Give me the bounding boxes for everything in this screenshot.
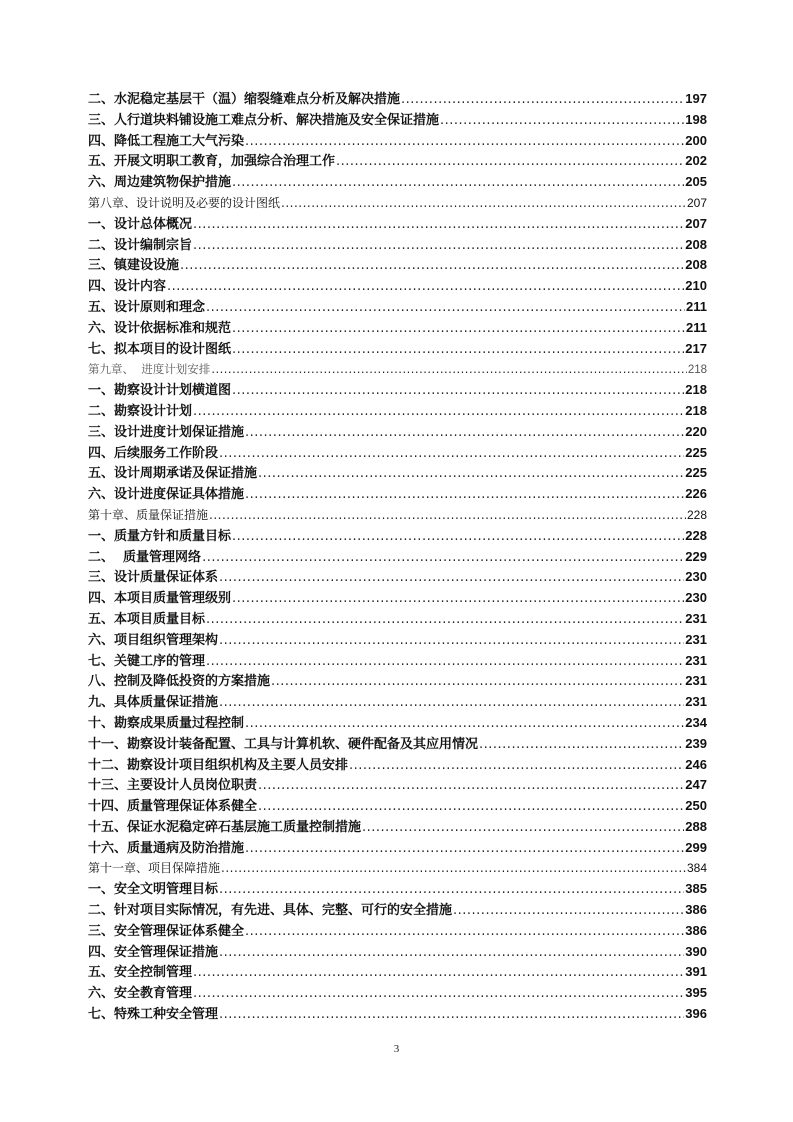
toc-dot-leader xyxy=(209,505,686,526)
toc-entry-page: 230 xyxy=(685,569,707,585)
toc-entry-title: 六、设计进度保证具体措施 xyxy=(88,487,245,503)
toc-entry-page: 211 xyxy=(686,298,707,314)
toc-entry-page: 231 xyxy=(685,694,707,710)
toc-entry-page: 299 xyxy=(685,839,707,855)
toc-entry[interactable] xyxy=(88,609,707,630)
toc-entry[interactable] xyxy=(88,297,707,318)
toc-entry[interactable] xyxy=(88,526,707,547)
toc-entry-page: 386 xyxy=(685,902,707,918)
toc-entry[interactable] xyxy=(88,962,707,983)
toc-entry-title: 七、特殊工种安全管理 xyxy=(88,1007,219,1023)
toc-entry-title: 三、设计质量保证体系 xyxy=(88,570,219,586)
toc-entry-title: 六、安全教育管理 xyxy=(88,986,193,1002)
toc-entry[interactable] xyxy=(88,838,707,859)
toc-entry[interactable] xyxy=(88,817,707,838)
toc-dot-leader xyxy=(193,236,684,256)
toc-entry[interactable] xyxy=(88,755,707,776)
toc-dot-leader xyxy=(219,880,684,900)
toc-entry[interactable] xyxy=(88,879,707,900)
toc-entry[interactable] xyxy=(88,671,707,692)
toc-entry-page: 208 xyxy=(685,257,707,273)
toc-dot-leader xyxy=(271,672,684,692)
toc-dot-leader xyxy=(245,922,684,942)
toc-dot-leader xyxy=(219,568,684,588)
toc-entry-page: 230 xyxy=(685,590,707,606)
toc-dot-leader xyxy=(206,298,685,318)
toc-entry-page: 211 xyxy=(686,319,707,335)
toc-entry-title: 五、设计原则和理念 xyxy=(88,299,206,315)
toc-entry[interactable] xyxy=(88,110,707,131)
toc-entry[interactable] xyxy=(88,463,707,484)
toc-entry-title: 三、安全管理保证体系健全 xyxy=(88,923,245,939)
toc-dot-leader xyxy=(193,215,684,235)
toc-entry[interactable] xyxy=(88,89,707,110)
toc-dot-leader xyxy=(362,818,684,838)
toc-entry-page: 231 xyxy=(685,673,707,689)
toc-entry[interactable] xyxy=(88,900,707,921)
toc-entry[interactable] xyxy=(88,796,707,817)
toc-entry-page: 396 xyxy=(685,1006,707,1022)
toc-dot-leader xyxy=(221,858,686,879)
toc-entry-title: 八、控制及降低投资的方案措施 xyxy=(88,674,271,690)
toc-entry-page: 217 xyxy=(685,340,707,356)
toc-dot-leader xyxy=(219,631,684,651)
toc-entry-title: 一、设计总体概况 xyxy=(88,216,193,232)
toc-dot-leader xyxy=(232,340,684,360)
toc-chapter-entry[interactable] xyxy=(88,858,707,879)
toc-entry[interactable] xyxy=(88,692,707,713)
toc-entry-page: 198 xyxy=(685,111,707,127)
toc-entry[interactable] xyxy=(88,214,707,235)
toc-entry-page: 384 xyxy=(686,861,707,876)
toc-entry-title: 六、项目组织管理架构 xyxy=(88,632,219,648)
toc-entry[interactable] xyxy=(88,401,707,422)
toc-entry-title: 第八章、设计说明及必要的设计图纸 xyxy=(88,195,281,210)
toc-entry-page: 197 xyxy=(685,91,707,106)
toc-entry[interactable] xyxy=(88,422,707,443)
toc-entry-page: 210 xyxy=(685,278,707,294)
toc-dot-leader xyxy=(219,1005,684,1025)
toc-entry-title: 六、设计依据标准和规范 xyxy=(88,320,232,336)
toc-entry-title: 十三、主要设计人员岗位职责 xyxy=(88,778,258,794)
toc-entry[interactable] xyxy=(88,983,707,1004)
toc-dot-leader xyxy=(232,527,684,547)
toc-entry-title: 四、后续服务工作阶段 xyxy=(88,445,219,461)
toc-entry-page: 231 xyxy=(685,631,707,647)
toc-entry-page: 226 xyxy=(685,486,707,502)
toc-entry-page: 225 xyxy=(685,465,707,481)
toc-dot-leader xyxy=(258,797,684,817)
toc-entry[interactable] xyxy=(88,547,707,568)
toc-entry[interactable] xyxy=(88,713,707,734)
toc-entry-page: 228 xyxy=(685,527,707,543)
toc-entry[interactable] xyxy=(88,151,707,172)
toc-entry-title: 十四、质量管理保证体系健全 xyxy=(88,799,258,815)
toc-dot-leader xyxy=(232,589,684,609)
toc-entry-title: 五、开展文明职工教育，加强综合治理工作 xyxy=(88,154,336,170)
toc-entry-page: 247 xyxy=(685,777,707,793)
toc-dot-leader xyxy=(232,173,684,193)
toc-entry-page: 229 xyxy=(685,548,707,564)
table-of-contents xyxy=(88,89,707,1025)
toc-entry-title: 一、勘察设计计划横道图 xyxy=(88,383,232,399)
toc-dot-leader xyxy=(281,193,686,214)
toc-entry[interactable] xyxy=(88,484,707,505)
toc-dot-leader xyxy=(245,485,684,505)
toc-entry-page: 200 xyxy=(685,132,707,148)
toc-entry-page: 218 xyxy=(685,402,707,418)
toc-dot-leader xyxy=(349,756,684,776)
toc-dot-leader xyxy=(245,714,684,734)
toc-dot-leader xyxy=(180,256,684,276)
toc-entry-page: 207 xyxy=(685,215,707,231)
toc-entry-page: 288 xyxy=(685,818,707,834)
toc-entry-title: 七、拟本项目的设计图纸 xyxy=(88,341,232,357)
toc-dot-leader xyxy=(336,152,684,172)
toc-entry[interactable] xyxy=(88,443,707,464)
toc-dot-leader xyxy=(206,610,684,630)
toc-entry-page: 250 xyxy=(685,798,707,814)
toc-dot-leader xyxy=(245,423,684,443)
toc-entry-title: 五、安全控制管理 xyxy=(88,965,193,981)
toc-entry-page: 225 xyxy=(685,444,707,460)
toc-entry[interactable] xyxy=(88,942,707,963)
toc-entry-title: 第十章、质量保证措施 xyxy=(88,507,209,522)
toc-entry-title: 五、本项目质量目标 xyxy=(88,611,206,627)
toc-entry-title: 一、质量方针和质量目标 xyxy=(88,528,232,544)
toc-dot-leader xyxy=(232,381,684,401)
toc-entry-page: 231 xyxy=(685,610,707,626)
toc-entry[interactable] xyxy=(88,734,707,755)
toc-entry-title: 十、勘察成果质量过程控制 xyxy=(88,715,245,731)
toc-entry-title: 二、水泥稳定基层干（温）缩裂缝难点分析及解决措施 xyxy=(88,92,401,107)
toc-entry-title: 二、勘察设计计划 xyxy=(88,403,193,419)
toc-entry-title: 四、降低工程施工大气污染 xyxy=(88,133,245,149)
toc-entry[interactable] xyxy=(88,255,707,276)
toc-entry[interactable] xyxy=(88,131,707,152)
toc-entry-title: 二、设计编制宗旨 xyxy=(88,237,193,253)
toc-entry-page: 246 xyxy=(685,756,707,772)
toc-entry[interactable] xyxy=(88,318,707,339)
toc-entry-title: 十六、质量通病及防治措施 xyxy=(88,840,245,856)
toc-entry-title: 十二、勘察设计项目组织机构及主要人员安排 xyxy=(88,757,349,773)
toc-dot-leader xyxy=(219,444,684,464)
toc-entry-title: 七、关键工序的管理 xyxy=(88,653,206,669)
toc-entry[interactable] xyxy=(88,921,707,942)
toc-dot-leader xyxy=(193,402,684,422)
toc-entry-title: 二、针对项目实际情况，有先进、具体、完整、可行的安全措施 xyxy=(88,903,453,919)
toc-dot-leader xyxy=(245,132,684,152)
toc-entry-title: 四、设计内容 xyxy=(88,279,167,295)
toc-dot-leader xyxy=(401,90,684,110)
page-number: 3 xyxy=(393,1043,400,1055)
toc-dot-leader xyxy=(232,319,685,339)
toc-entry-title: 十五、保证水泥稳定碎石基层施工质量控制措施 xyxy=(88,819,362,835)
toc-entry-page: 234 xyxy=(685,714,707,730)
toc-entry-page: 220 xyxy=(685,423,707,439)
toc-dot-leader xyxy=(258,464,684,484)
toc-entry-title: 第九章、 进度计划安排 xyxy=(88,362,211,377)
toc-entry-title: 六、周边建筑物保护措施 xyxy=(88,175,232,191)
toc-entry-title: 二、 质量管理网络 xyxy=(88,549,202,565)
toc-entry-page: 231 xyxy=(685,652,707,668)
toc-dot-leader xyxy=(258,776,684,796)
toc-entry-page: 218 xyxy=(685,382,707,398)
toc-dot-leader xyxy=(453,901,684,921)
toc-entry-title: 三、设计进度计划保证措施 xyxy=(88,424,245,440)
toc-dot-leader xyxy=(193,984,684,1004)
toc-dot-leader xyxy=(206,652,684,672)
toc-entry-page: 385 xyxy=(685,881,707,897)
toc-entry-title: 十一、勘察设计装备配置、工具与计算机软、硬件配备及其应用情况 xyxy=(88,736,479,752)
toc-dot-leader xyxy=(211,359,687,380)
toc-entry[interactable] xyxy=(88,1004,707,1025)
toc-dot-leader xyxy=(193,963,684,983)
toc-chapter-entry[interactable] xyxy=(88,505,707,526)
toc-entry[interactable] xyxy=(88,276,707,297)
toc-entry[interactable] xyxy=(88,172,707,193)
toc-entry[interactable] xyxy=(88,339,707,360)
toc-entry-page: 207 xyxy=(686,195,707,210)
toc-entry-title: 三、镇建设设施 xyxy=(88,258,180,274)
toc-entry-page: 239 xyxy=(685,735,707,751)
toc-dot-leader xyxy=(202,548,684,568)
toc-entry[interactable] xyxy=(88,235,707,256)
toc-entry[interactable] xyxy=(88,380,707,401)
toc-chapter-entry[interactable] xyxy=(88,359,707,380)
toc-entry-page: 386 xyxy=(685,922,707,938)
toc-entry-title: 九、具体质量保证措施 xyxy=(88,695,219,711)
toc-entry[interactable] xyxy=(88,630,707,651)
toc-dot-leader xyxy=(245,839,684,859)
toc-entry-title: 四、本项目质量管理级别 xyxy=(88,591,232,607)
toc-entry-title: 一、安全文明管理目标 xyxy=(88,882,219,898)
toc-entry[interactable] xyxy=(88,651,707,672)
toc-entry-page: 218 xyxy=(687,364,707,377)
toc-dot-leader xyxy=(167,277,684,297)
toc-dot-leader xyxy=(479,735,684,755)
toc-entry-page: 390 xyxy=(685,943,707,959)
toc-entry-page: 202 xyxy=(685,153,707,169)
toc-chapter-entry[interactable] xyxy=(88,193,707,214)
toc-entry-page: 395 xyxy=(685,985,707,1001)
toc-dot-leader xyxy=(219,943,684,963)
toc-entry[interactable] xyxy=(88,567,707,588)
toc-entry-title: 四、安全管理保证措施 xyxy=(88,944,219,960)
toc-entry[interactable] xyxy=(88,775,707,796)
toc-entry-title: 第十一章、项目保障措施 xyxy=(88,861,221,876)
toc-entry-page: 208 xyxy=(685,236,707,252)
toc-entry-page: 228 xyxy=(686,507,707,522)
toc-entry-page: 391 xyxy=(685,964,707,980)
toc-entry[interactable] xyxy=(88,588,707,609)
toc-dot-leader xyxy=(219,693,684,713)
toc-dot-leader xyxy=(440,111,684,131)
toc-entry-page: 205 xyxy=(685,174,707,190)
toc-entry-title: 三、人行道块料铺设施工难点分析、解决措施及安全保证措施 xyxy=(88,112,440,128)
toc-entry-title: 五、设计周期承诺及保证措施 xyxy=(88,466,258,482)
